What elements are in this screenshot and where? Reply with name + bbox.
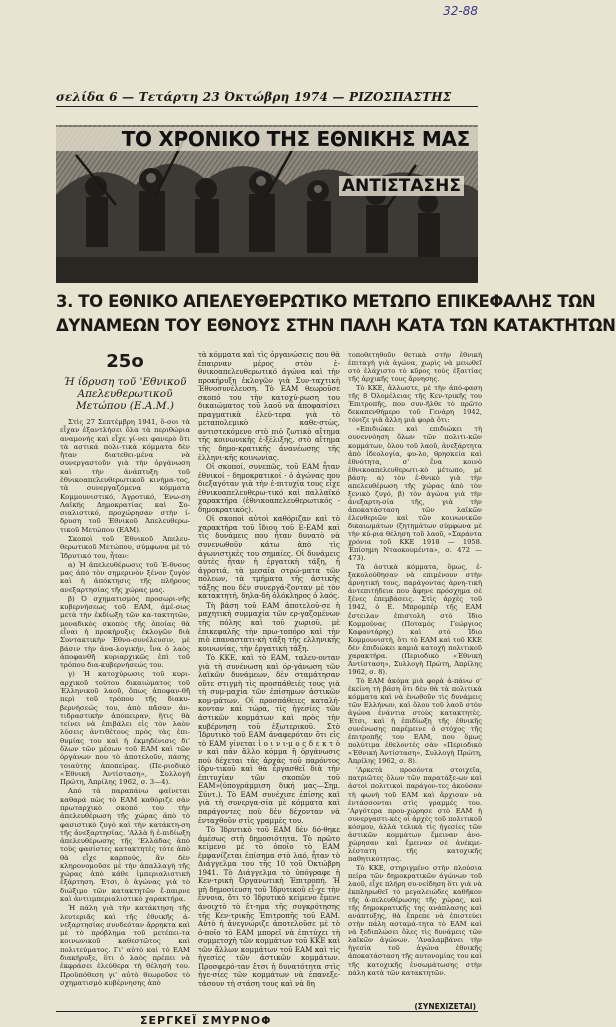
paragraph: Τὰ ἀστικὰ κόμματα, ὅμως, ἐ-ξακολούθησαν νὰ επιμένουν στὴν ἀρνητική τους, παράγοντας ἀρνη-τικὴ ἀντεπιτήδεια που ἄφηνε πρόσχημα σὲ ξένες ἐπεμβάσεις. Στὶς ἀρχές τοῦ 1942, ὁ Ε. Μπρομπέρ τῆς ΕΑΜ ἔστειλαν ἐπιστολὴ στὸ Ίδιο Κομμούνας (Ποταμός Γεώργιος Καφαντάρης) καὶ στὸ Ίδιο Κομμουνιστή, ὅτι τὸ ΕΑΜ καὶ τοῦ ΚΚΕ δὲν ἐπιδιώκει καμιὰ κατοχὴ πολιτικοῦ χαρακτήρα. (Περιοδικὸ «Έθνική Άντίσταση», Συλλογὴ Πρώτη, Άπρίλης 1962, σ. 8). xyxy=(348,563,482,676)
installment-number: 25ο xyxy=(106,351,144,372)
footer-rule xyxy=(56,1011,478,1012)
paragraph: Τὸ Ίδρυτικὸ τοῦ ΕΑΜ δὲν δό-θηκε ἀμέσως στὴ δημοσιότητα. Τὸ πρῶτο κείμενο μὲ τὸ ὁποῖο τὸ ΕΑΜ ἐμφανίζεται ἐπίσημα στὸ λαό, ἦταν τὸ Διάγγελμα του τῆς 10 τοῦ Όκτώβρη 1941. Τὸ Διάγγελμα τὸ ὑπόγραφε ἡ Κεν-τρικὴ Όργανωτικὴ Έπιτροπή. Ή μὴ δημοσίευση τοῦ Ίδρυτικοῦ εἶ-χε τὴν ἔννοια, ὅτι τὸ Ίδρυτικὸ κείμενο ἔμενε ἀνοιχτὸ τὸ ἔτ-ημα τῆς συγκρότησης τῆς Κεν-τρικῆς Έπιτροπῆς τοῦ ΕΑΜ. Αὐτὸ ἡ ἀνεγνώριζε ἀποτελοῦσε μὲ τὸ ὁ-ποῖο τὸ ΕΑΜ μπορεῖ νὰ ἐπιτύχει τὴ συμμετοχὴ τῶν κομμάτων τοῦ ΚΚΕ καὶ τῶν ἄλλων κομμάτων τοῦ ΕΑΜ καὶ τὶς ἡγεσίες τῶν ἀστικῶν κομμάτων. Προσφερό-ταν ἔτσι ἡ δυνατότητα στὶς ἡγε-σίες τῶν κομμάτων νὰ ἐπανεξε-τάσουν τὴ στάση τους καὶ νὰ δη xyxy=(198,825,340,988)
paragraph: Στὶς 27 Σεπτέμβρη 1941, ὅ-σοι τὰ εἶχαν ἐξαντλήσει ὅλα τὰ περιθώρια αναμονής καὶ εἶχε γί-νει φανερὸ ὅτι τὰ αστικά πολι-τικά κόμματα δὲν ἤταν διατεθει-μένα νὰ συνεργαστοῦν γιὰ τὴν ὀργάνωση καὶ τὴν ἀνάπτυξη τοῦ ἐθνικοαπελευθερωτικοῦ κινήμα-τος, τὰ συνεργαζόμενα κόμματα Κομμουνιστικό, Άγροτικό, Ένω-ση Λαϊκής Δημοκρατίας καὶ Σο-σιαλιστικό, προχώρησαν στὴν ί-δρυση τοῦ Έθνικοῦ Άπελευθερω-τικοῦ Μετώπου (ΕΑΜ). xyxy=(60,418,190,534)
paragraph: Από τὰ παραπάνω φαίνεται καθαρά πὼς τὸ ΕΑΜ καθόριζε σὰν πρωταρχικὸ σκοπό του τὴν ἀπελευθέρωση τῆς χώρας ἀπὸ τὸ φασιστικὸ ζυγὸ καὶ τὴν κατάκτη-ση τῆς ἀνεξαρτησίας. 'Αλλὰ ἡ ἐ-πιδίωξη ἀπελευθέρωσης τῆς 'Ελλάδας ἀπὸ τοὺς φασίστες κατακτητὲς τότε ἀπὸ θὰ εἶχε καρπούς, ἂν δὲν κληρονομοῦσε μὲ τὴν ἀπαλλαγὴ τῆς χώρας ἀπὸ κάθε ἱμπεριαλιστικὴ ἐξάρτηση. Έτσι, ὁ ἀγώνας γιὰ τὸ διώξιμο τῶν κατακτητῶν ἔ-παιρνε καὶ ἀντιιμπεριαλιστικὸ χαρακτήρα. xyxy=(60,787,190,904)
paragraph: Τὸ ΚΚΕ, καὶ τὸ ΕΑΜ, ταλευ-ονταν γιὰ τὴ συνένωση καὶ όρ-γάνωση τῶν λαϊκῶν δυνάμεων, δὲν σταμάτησαν οὔτε στιγμὴ τὶς προσπάθειές τους γιὰ τὴ συμ-μαχία τῶν ἐπίσημων ἀστικῶν κομ-μάτων. Οἱ προσπάθειες καταλή-κονταν καὶ τώρα, τὶς ἡγεσίες τῶν ἀστικῶν κομμάτων καὶ πρὸς τὴν κυβέρνηση τοῦ ἐξωτερικοῦ. Στὸ Ίδρυτικὸ τοῦ ΕΑΜ ἀναφερόταν ὅτι εἰς τὸ ΕΑΜ γίνεται ἱ ο ι ν ι-μ ο ς δ ε κ τ ὸ ν καὶ πᾶν ἄλλο κόμμα ἢ ὀργάνωσις ποὺ δέχεται τὰς ἀρχὰς τοῦ παρόντος ἰδρυ-τικοῦ καὶ θὰ ἐργασθεῖ διὰ τὴν ἐπιτυχίαν τῶν σκοπῶν τοῦ ΕΑΜ»(ύπογράμμιση δική μας—Σημ. Σύντ.). Τὸ ΕΑΜ συνέχισε ἐπίσης καὶ γιὰ τὴ συνεργα-σία μὲ κόμματα καὶ παράγοντες ποὺ δὲν δέχονταν νὰ ἐνταχθοῦν στὶς γραμμές του. xyxy=(198,653,340,825)
article-column-1 xyxy=(60,351,190,988)
running-head: σελίδα 6 — Τετάρτη 23 Όκτώβρη 1974 — ΡΙΖΟΣΠΑΣΤΗΣ xyxy=(56,90,452,104)
header-rule xyxy=(56,106,478,107)
paragraph: Τὴ βάση τοῦ ΕΑΜ ἀποτελοῦ-σε ἡ μαχητικὴ συμμαχία τῶν ερ-γαζομένων τῆς πόλης καὶ τοῦ χωριοῦ, μὲ ἐπικεφαλῆς τὴν πρω-τοπόρο καὶ τὴν πιὸ επαναστατι-κὴ τάξη τῆς ελληνικῆς κοινωνίας, τὴν ἐργατικὴ τάξη. xyxy=(198,600,340,653)
paragraph: Οἱ σκοποί, συνεπῶς, τοῦ ΕΑΜ ἦταν ἐθνικοί - δημοκρατικοί · ὁ ἀγώνας που διεξαγόταν γιὰ τὴν ἐ-πιτυχία τους εἶχε ἐθνικοαπελευθερω-τικό καὶ παλλαϊκό χαρακτήρα (ἐθνικοαπελευθερωτικός - δημοκρατικός). xyxy=(198,462,340,514)
banner-illustration xyxy=(56,125,478,283)
archive-reference: 32-88 xyxy=(443,4,478,18)
paragraph: τοποθετηθοῦν θετικὰ στὴν ἐθνική ἐπιταγὴ γιὰ ἀγώνα, χωρὶς νὰ μειωθεῖ στὸ ἐλάχιστο τὸ κῦρος τοὺς ἐξαιτίας τῆς ἀρχικῆς τους ἄρνησης. xyxy=(348,351,482,384)
section-title: Ή ίδρυση τοῦ 'Εθνικοῦ Απελευθερωτικοῦ Μετώπου (Ε.Α.Μ.) xyxy=(63,376,187,412)
paragraph: α) Ή ἀπελευθέρωσις τοῦ Έ-θνους μας ἀπὸ τὸν σημερινὸν ξένον ζυγὸν καὶ ἡ ἀπόκτησις τῆς πλήρους ανεξαρτησίας τῆς χώρας μας. xyxy=(60,560,190,594)
paragraph: Τὸ ΚΚΕ, ἄλλωστε, μὲ τὴν ἀπό-φαση τῆς 8 Όλομέλειας τῆς Κεν-τρικῆς του Έπιτροπῆς, που συν-ῆλθε τὸ πρῶτο δεκαπενθήμερο τοῦ Γενάρη 1942, τόνιζε γιὰ ἄλλη μιὰ φορὰ ὅτι: xyxy=(348,384,482,425)
paragraph: β) Ό σχηματισμὸς προσωρι-νῆς κυβερνήσεως τοῦ ΕΑΜ, ἀμέ-σως μετὰ τὴν ἐκδίωξη τῶν κα-τακτητῶν, μοναδικὸς σκοπὸς τῆς ὁποίας θὰ εἶναι ἡ προκήρυξις ἐκλογῶν διὰ Συντακτικὴν Έθνο-συνέλευσιν, μὲ βάσιν τὴν ἀνα-λογικήν, ἵνα ὁ λαὸς ἀποφανθῆ κυριαρχικῶς ἐπὶ τοῦ τρόπου δια-κυβερνήσεώς του. xyxy=(60,594,190,670)
article-column-3 xyxy=(348,351,482,978)
headline-line-1: 3. ΤΟ ΕΘΝΙΚΟ ΑΠΕΛΕΥΘΕΡΩΤΙΚΟ ΜΕΤΩΠΟ ΕΠΙΚΕΦΑΛΗΣ ΤΩΝ xyxy=(56,292,596,311)
article-column-2 xyxy=(198,351,340,989)
paragraph: «Επιδιώκει καὶ επιδιώκει τὴ συνεννόηση ὅλων τῶν πολιτι-κῶν κομμάτων, ὅλου τοῦ λαοῦ, ἀνεξάρτητα ἀπὸ ἰδεολογία, φυ-λο, θρησκεία καὶ ἐθνότητα, σ' ἕνα κοινὸ ἐθνικοαπελευθερωτι-κὸ μέτωπο, μὲ βάση: α) τὸν ἐ-θνικὸ γιὰ τὴν απελευθέρωση τῆς χώρας ἀπὸ τὸν ξενικὸ ζυγό, β) τὸν ἀγώνα γιὰ τὴν ἀνεξαρτη-σία τῆς, γιὰ τὴν ἀποκατάσταση τῶν λαϊκῶν ἐλευθεριῶν καὶ τῶν κοινωνικῶν δικαιωμάτων (ζητημάτων σύμφωνα μὲ τὴν κύ-ρια θέληση τοῦ λαοῦ, «Σαράντα χρόνια τοῦ ΚΚΕ 1918 — 1958. Έπίσημη Νταοκουμέντα», σ. 472 — 473). xyxy=(348,425,482,563)
paragraph: Τὸ ΕΑΜ ἀκόμα μιὰ φορὰ ἀ-πάνω σ' ἐκείνη τὴ βάση ὅτι δὲν θὰ τὰ πολιτικὰ κόμματα καὶ νὰ ἐνωθοῦν τὶς δυνάμεις τῶν Ελλήνων, καὶ ὅλου τοῦ λαοῦ στὸν ἀγώνα ἐνάντια στοὺς κατακτητές. Έτσι, καὶ ἡ ἐπιδίωξη τῆς ἐθνικῆς συνένωσης παρέμεινε ὁ στόχος τῆς ἐπιτροπῆς του ΕΑΜ, που ὅμως πολύτιμα ἐθελοντὲς σὰν «Περιοδικὸ «Έθνική Άντίσταση», Συλλογὴ Πρώτη, Άπρίλης 1962, σ. 8). xyxy=(348,676,482,766)
paragraph: γ) Ή κατοχύρωσις τοῦ κυρι-αρχικοῦ τούτου δικαιώματος τοῦ Έλληνικοῦ λαοῦ, ὅπως ἀποφαν-θῆ περὶ τοῦ τρόπου τῆς διακυ-βερνήσεώς του, ἀπὸ πᾶσαν ἀν-τιδραστικὴν ἀπόπειραν, ἥτις θὰ τείνει νὰ ἐπιβάλει εἰς τὸν λαὸν λύσεις ἀντιθέτους πρὸς τὰς ἐπι-θυμίας του καὶ ἡ ἐκμηδένισις δι' ὅλων τῶν μέσων τοῦ ΕΑΜ καὶ τῶν ὀργάνων που τὸ ἀποτελοῦν, πάσης τοιαύτης ἀποπείρας. (Πε-ριοδικὸ «Έθνική Άντίσταση», Συλλογή Πρώτη, Άπρίλης 1962, σ. 3—4). xyxy=(60,670,190,787)
paragraph: 'Αρκετὰ προσόντα στοιχεῖα, πατριῶτες ὅλων τῶν παρατάξε-ων καὶ ἀστοὶ πολιτικοὶ παράγον-τες ἀκούσαν τὴ φωνὴ τοῦ ΕΑΜ καὶ ἄρχισαν νὰ ἐντάσσονται στὶς γραμμές του. 'Αργότερα πρου-χώρησε στὸ ΕΑΜ ἡ συνεργαστι-κὲς οἱ ἀρχὲς τοῦ πολιτικοῦ κόσμου, ἀλλά τελικὰ τὶς ἡγεσίες τῶν ἀστικῶν κομμάτων ἔμειναν ἀνο-χώρησαν καὶ ἔμειναν σὲ ἀνέκμε-λέστατη τῆς κατοχικῆς παθητικότητας. xyxy=(348,766,482,863)
paragraph: Σκοποὶ τοῦ Έθνικοῦ Άπελευ-θερωτικοῦ Μετώπου, σύμφωνα μὲ τὸ Ίδρυτικό του, ἦταν: xyxy=(60,534,190,560)
paragraph: Οἱ σκοποὶ αὐτοὶ καθόριζαν καὶ τὸ χαρακτήρα τοῦ ἴδιου τοῦ Ε-ΕΑΜ καὶ τὶς δυνάμεις που ἦταν δυνατὸ νὰ συνενωθοῦν κάτω ἀπὸ τὶς ἀγωνιστικὲς του σημαίες. Οἱ δυνάμεις αὐτὲς ἦταν ἡ ἐργατικὴ τάξη, ἡ ἀγροτιά, τὰ μεσαῖα στρώ-ματα τῶν πόλεων, τὰ τμήματα τῆς ἀστικῆς τάξης που δὲν συνεργά-ζονταν μὲ τὸν κατακτητή, δηλα-δὴ ὁλόκληρος ὁ λαός. xyxy=(198,514,340,601)
paragraph: Ή πάλη γιὰ τὴν κατάκτηση τῆς λευτεριᾶς καὶ τῆς ἐθνικῆς ἀ-νεξαρτησίας συνδεόταν ἄρρηκτα καὶ μὲ τὸ πρόβλημα τοῦ μετέπει-τα κοινωνικοῦ καθεστῶτος καὶ πολιτεύματος. Γι' αὐτὸ καὶ τὸ ΕΑΜ διακήρυξε, ὅτι ὁ λαὸς πρέπει νὰ ἐκφράσει ἐλεύθερα τὴ θέλησή του. Προϋπόθεση γι' αὐτὸ θεωροῦσε τὸ σχηματισμὸ κυβέρνησης ἀπὸ xyxy=(60,904,190,987)
banner-title: ΤΟ ΧΡΟΝΙΚΟ ΤΗΣ ΕΘΝΙΚΗΣ ΜΑΣ xyxy=(56,127,478,151)
headline-line-2: ΔΥΝΑΜΕΩΝ ΤΟΥ ΕΘΝΟΥΣ ΣΤΗΝ ΠΑΛΗ ΚΑΤΑ ΤΩΝ ΚΑΤΑΚΤΗΤΩΝ xyxy=(56,316,616,335)
continued-label: (ΣΥΝΕΧΙΖΕΤΑΙ) xyxy=(414,1002,476,1011)
footer-heading: ΣΕΡΓΚΕΪ ΣΜΥΡΝΟΦ xyxy=(140,1014,272,1027)
paragraph: Τὸ ΚΚΕ, στηριγμένο στὴν πλούσια πείρα τῶν δημοκρατικῶν ἀγώνων τοῦ λαοῦ, εἶχε πλήρη συ-νείδηση ὅτι γιὰ νὰ ἐκπληρωθεῖ τὸ μεγαλειώδες καθῆκον τῆς ἀ-πελευθέρωσης τῆς χώρας, καὶ τῆς δημοκρατικῆς της ανάπλασης καὶ ανάπτυξης, θὰ ἔπρεπε νὰ ἐπιστεύει στὴν πάλη ασταμά-τητα τὸ ΕΑΜ καὶ νὰ ξεδιπλώσει ὅλες τὶς δυνάμεις τῶν λαϊκῶν ἀγώνων. 'Αναλαμβάνει τὴν ἡγεσία τοῦ ἀγώνα ἐθνικῆς ἀποκατάσταση τῆς αυτονομίας του καὶ τῆς κατοχικῆς ἐνσωμάτωσης στὴν πάλη κατὰ τῶν κατακτητῶν. xyxy=(348,863,482,977)
banner-subtitle: ΑΝΤΙΣΤΑΣΗΣ xyxy=(339,176,464,196)
paragraph: τὰ κόμματα καὶ τὶς ὀργανώσεις που θὰ ἔπαιρναν μέρος στὸν ἐ-θνικοαπελευθερωτικό ἀγώνα καὶ τὴν προκήρυξη ἐκλογῶν γιὰ Συν-ταχτικὴ Έθνοσυνέλευση. Τὸ ΕΑΜ θεωροῦσε σκοπό του τὴν κατοχύ-ρωση του δικαιώματος τοῦ λαοῦ νὰ ἀποφασίσει πραγματικὰ ἐλεύ-τερα γιὰ τὸ μεταπολεμικὸ καθε-στὼς, αντιστεκόμενο στὸ πιὸ ζωτικὸ αἴτημα τῆς κοινωνικῆς ἐ-ξέλιξης, στὸ αἴτημα τῆς δημο-κρατικῆς ἀνανέωσης τῆς ἑλληνι-κῆς κοινωνίας. xyxy=(198,350,340,462)
